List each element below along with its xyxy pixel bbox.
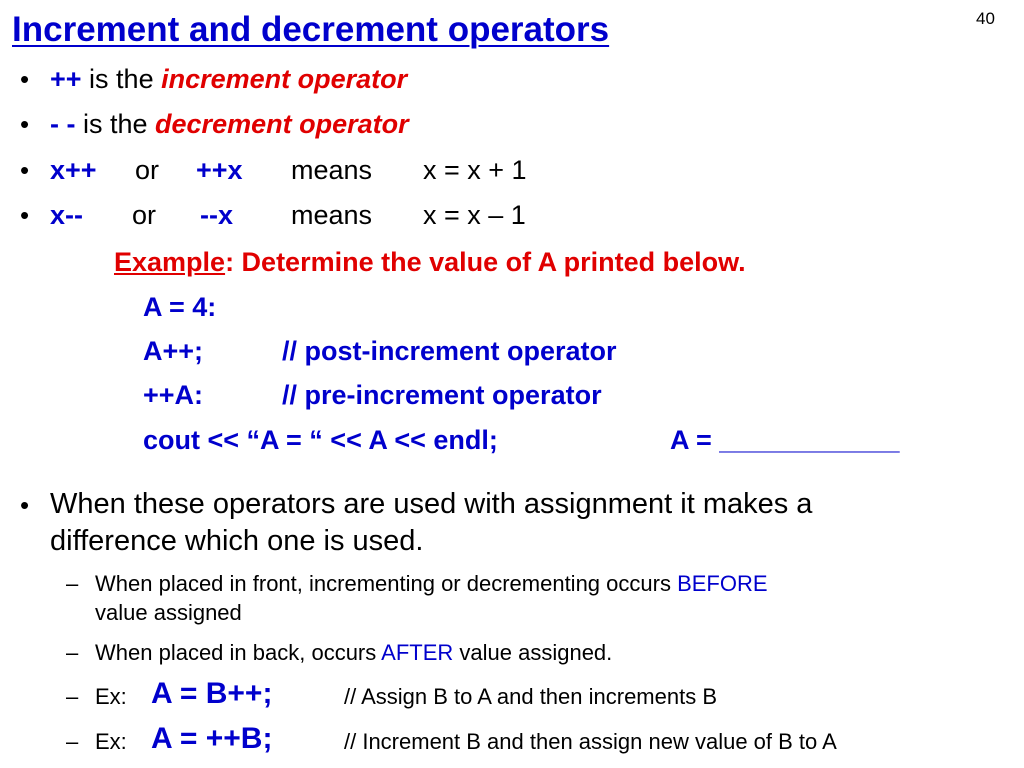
bullet-increment xyxy=(50,64,407,95)
sub-front-text: When placed in front, incrementing or decrementing occurs xyxy=(95,571,678,596)
or-word: or xyxy=(132,200,157,230)
bullet-marker: • xyxy=(20,109,30,139)
sub-back-text: When placed in back, occurs xyxy=(95,640,382,665)
means-word: means xyxy=(291,200,373,230)
dash-marker: – xyxy=(66,729,79,754)
code-line-4: cout << “A = “ << A << endl; xyxy=(143,425,498,455)
code-line-1: A = 4: xyxy=(143,292,217,322)
code-comment-3: // pre-increment operator xyxy=(282,380,602,410)
op-increment: ++ xyxy=(50,64,82,94)
bullet-text: is the xyxy=(81,64,162,94)
ex2-code: A = ++B; xyxy=(151,722,273,755)
bullet-marker: • xyxy=(20,64,30,94)
ex-label: Ex: xyxy=(95,684,127,709)
code-comment-2: // post-increment operator xyxy=(282,336,617,366)
means-word: means xyxy=(291,155,373,185)
bullet-text: is the xyxy=(75,109,156,139)
dash-marker: – xyxy=(66,571,79,596)
or-word: or xyxy=(135,155,160,185)
ex2-comment: // Increment B and then assign new value of B to A xyxy=(344,729,837,754)
code-line-3: ++A: xyxy=(143,380,204,410)
slide-title: Increment and decrement operators xyxy=(12,10,610,49)
bullet-marker: • xyxy=(20,155,30,185)
ex-label: Ex: xyxy=(95,729,127,754)
code-line-2: A++; xyxy=(143,336,204,366)
before-keyword: BEFORE xyxy=(677,571,768,596)
sub-back xyxy=(95,640,612,666)
term-increment: increment operator xyxy=(161,64,408,94)
equiv-postfix-dec: x-- xyxy=(50,200,83,230)
ex1-code: A = B++; xyxy=(151,677,273,710)
term-decrement: decrement operator xyxy=(155,109,409,139)
page-number: 40 xyxy=(976,9,995,28)
example-heading xyxy=(114,247,746,278)
assignment-line-2: difference which one is used. xyxy=(50,525,424,557)
sub-back-end: value assigned. xyxy=(453,640,613,665)
answer-blank: A = ____________ xyxy=(670,425,900,455)
dash-marker: – xyxy=(66,640,79,665)
equiv-prefix-dec: --x xyxy=(200,200,233,230)
bullet-decrement xyxy=(50,109,409,140)
op-decrement: - - xyxy=(50,109,76,139)
sub-front xyxy=(95,571,768,597)
expr-dec: x = x – 1 xyxy=(423,200,526,230)
ex1-comment: // Assign B to A and then increments B xyxy=(344,684,718,709)
sub-front-cont: value assigned xyxy=(95,600,242,625)
bullet-marker: • xyxy=(20,200,30,230)
example-label: Example xyxy=(114,247,226,277)
after-keyword: AFTER xyxy=(381,640,454,665)
assignment-line-1: When these operators are used with assignment it makes a xyxy=(50,488,813,520)
dash-marker: – xyxy=(66,684,79,709)
bullet-marker: • xyxy=(20,490,30,520)
equiv-prefix-inc: ++x xyxy=(196,155,243,185)
equiv-postfix-inc: x++ xyxy=(50,155,97,185)
expr-inc: x = x + 1 xyxy=(423,155,527,185)
example-text: : Determine the value of A printed below. xyxy=(225,247,746,277)
